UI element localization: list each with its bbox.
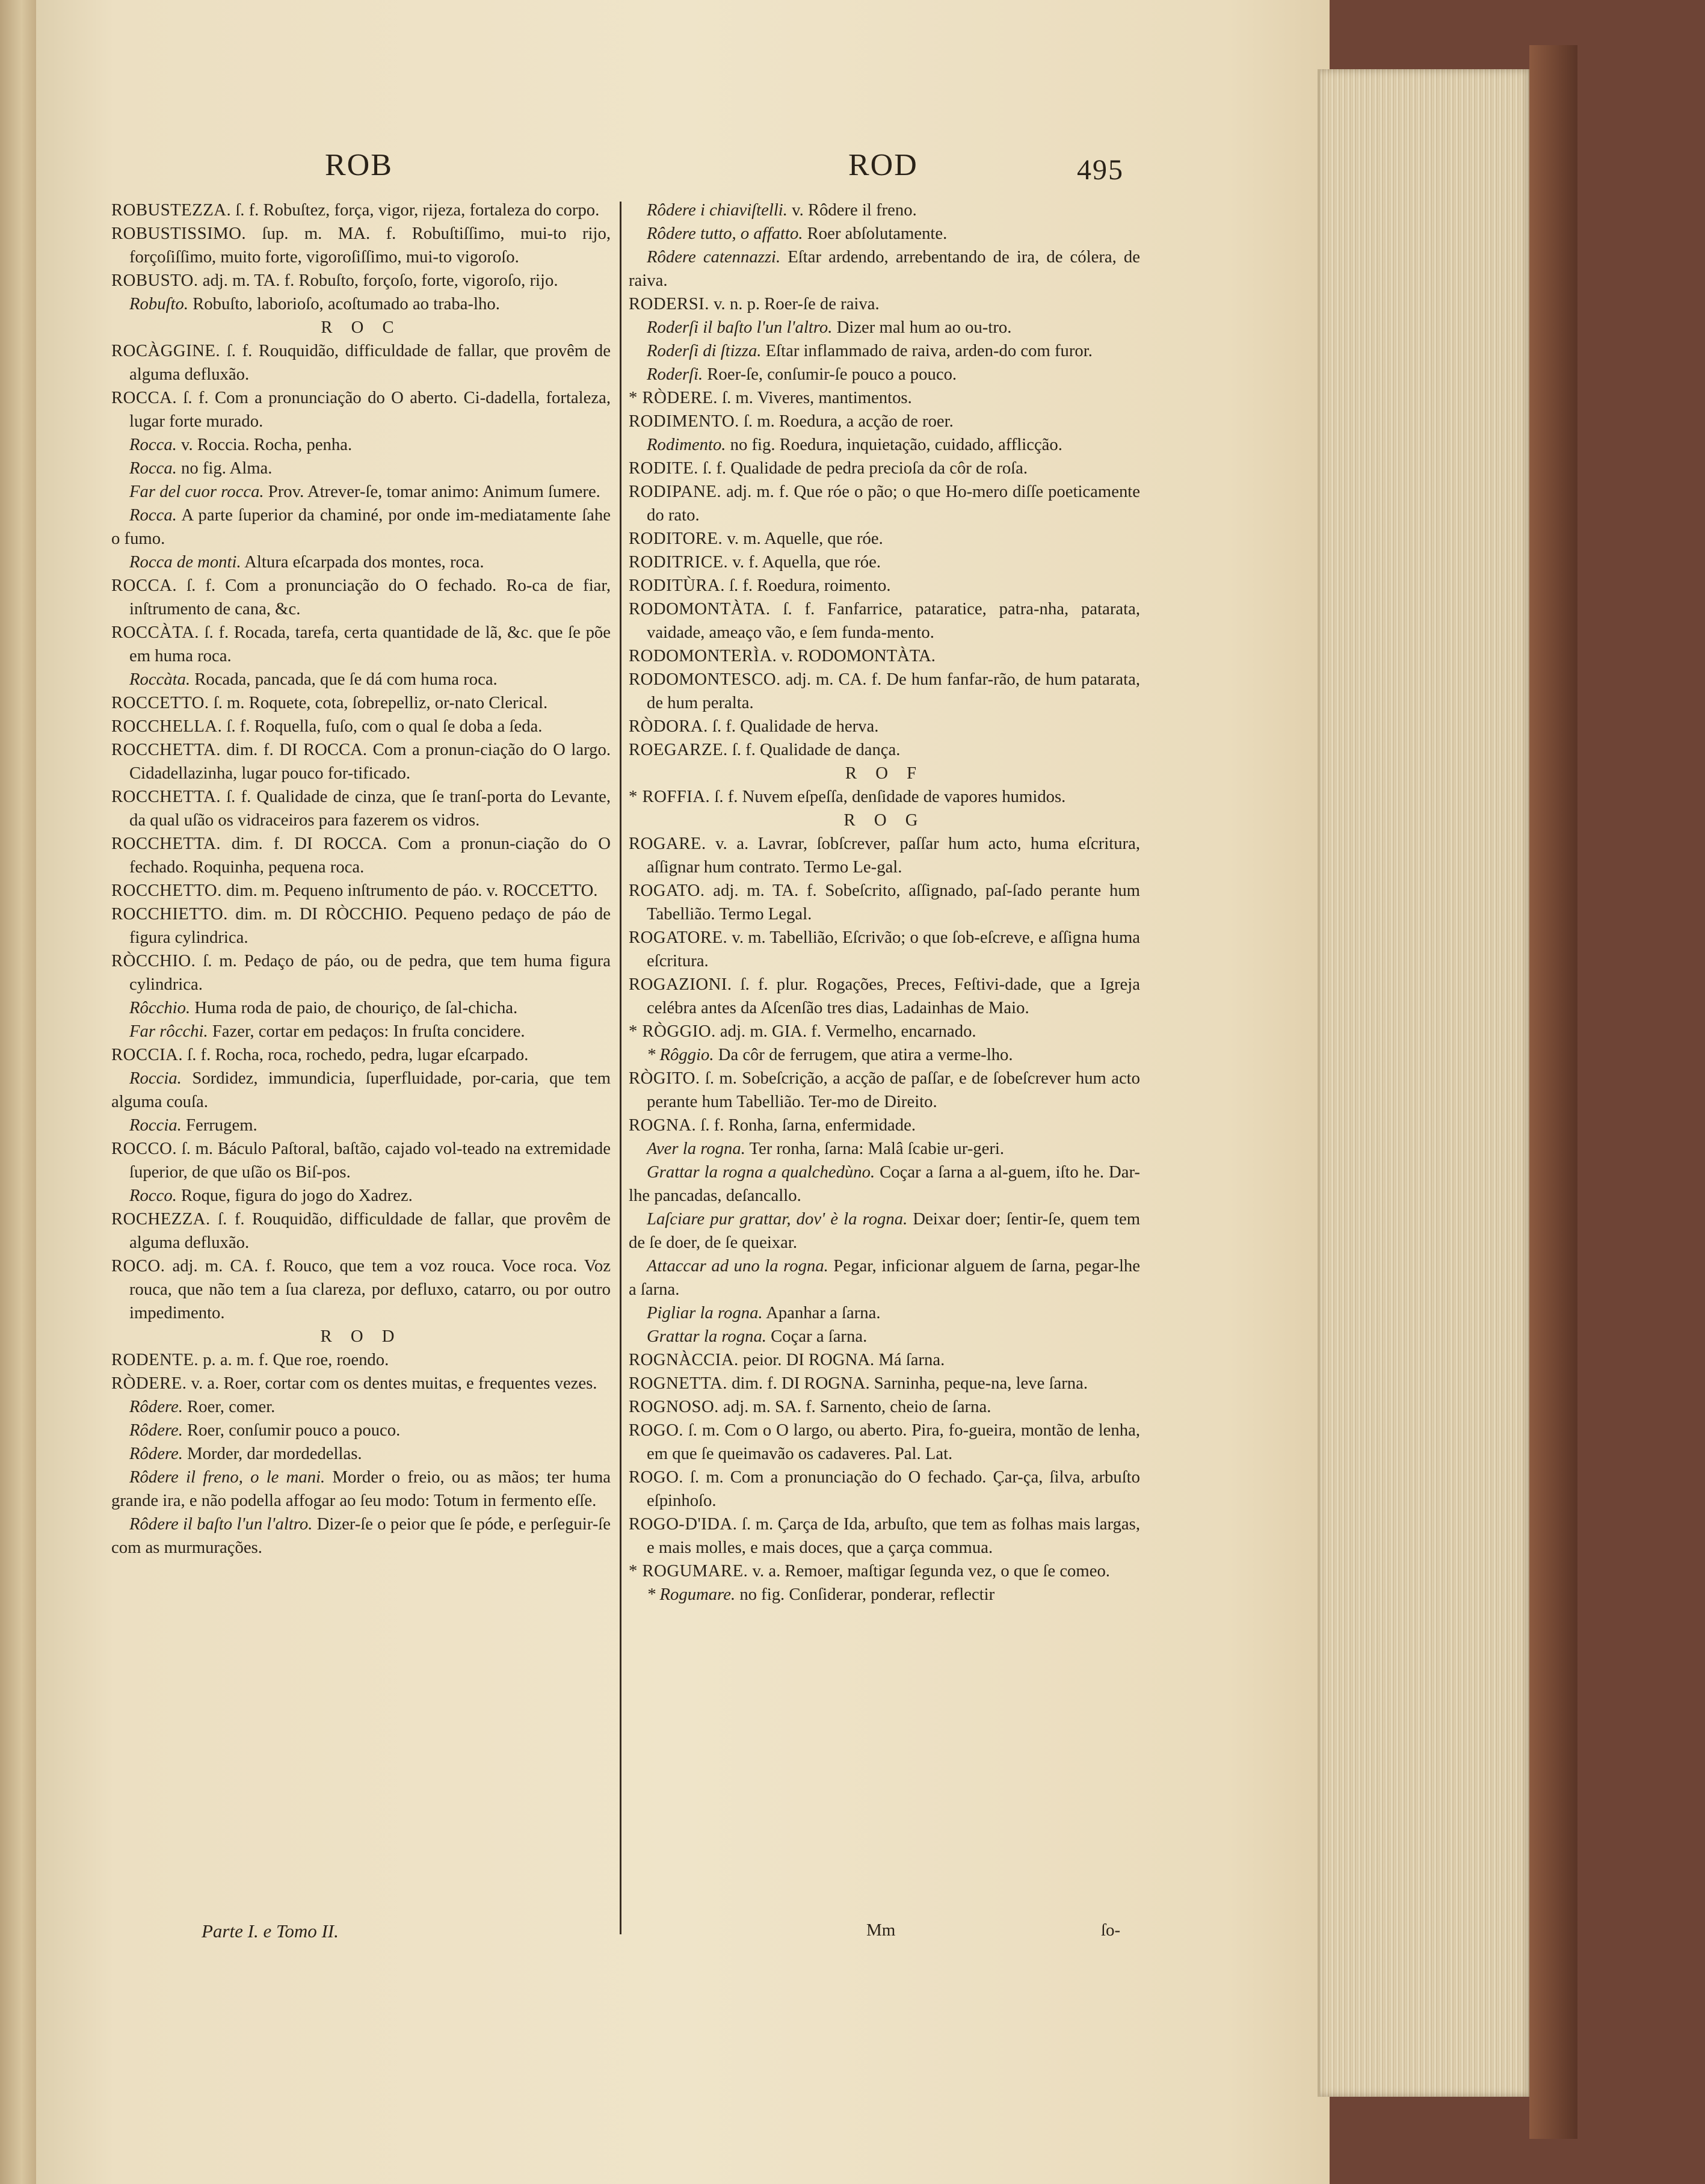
- entry-headword: ROCCA.: [111, 576, 177, 595]
- entry-italic-phrase: Aver la rogna.: [647, 1139, 745, 1158]
- entry-definition: adj. m. SA. f. Sarnento, cheio de ſarna.: [718, 1397, 991, 1416]
- sub-entry: [111, 457, 611, 480]
- entry-headword: ROBUSTO.: [111, 271, 199, 290]
- entry-definition: ſ. f. Ronha, ſarna, enfermidade.: [696, 1115, 916, 1135]
- entry-definition: adj. m. f. Que róe o pão; o que Ho-mero diſſe poeticamente do rato.: [647, 482, 1140, 525]
- entry-headword: ROCÀGGINE.: [111, 341, 221, 360]
- dictionary-entry: [629, 1466, 1140, 1513]
- sub-entry: [629, 222, 1140, 245]
- sub-entry: [111, 1114, 611, 1137]
- entry-definition: ſ. m. Roedura, a acção de roer.: [739, 412, 954, 431]
- entry-headword: * RÒGGIO.: [629, 1022, 716, 1041]
- entry-headword: ROCO.: [111, 1256, 165, 1276]
- entry-italic-phrase: Rodimento.: [647, 435, 726, 454]
- entry-italic-phrase: Rôdere tutto, o affatto.: [647, 224, 803, 243]
- dictionary-entry: [629, 386, 1140, 410]
- dictionary-entry: [629, 1513, 1140, 1559]
- entry-italic-phrase: Rôdere il freno, o le mani.: [129, 1467, 325, 1487]
- entry-italic-phrase: Attaccar ad uno la rogna.: [647, 1256, 828, 1276]
- dictionary-entry: [629, 973, 1140, 1020]
- sub-entry: [111, 292, 611, 316]
- entry-definition: ſ. f. Rocha, roca, rochedo, pedra, lugar eſcarpado.: [183, 1045, 529, 1064]
- entry-definition: peior. DI ROGNA. Má ſarna.: [738, 1350, 945, 1369]
- sub-entry: [629, 1254, 1140, 1301]
- book-cover-board: [1529, 45, 1577, 2139]
- entry-definition: Roer, conſumir pouco a pouco.: [182, 1421, 401, 1440]
- entry-headword: ROCCHETTA.: [111, 740, 221, 759]
- entry-italic-phrase: Rôdere.: [129, 1397, 183, 1416]
- dictionary-entry: [111, 715, 611, 738]
- entry-definition: ſ. m. Pedaço de páo, ou de pedra, que tem huma figura cylindrica.: [129, 951, 611, 994]
- sub-entry: [111, 1442, 611, 1466]
- entry-definition: dim. f. DI ROCCA. Com a pronun-ciação do O largo. Cidadellazinha, lugar pouco for-tificado.: [129, 740, 611, 783]
- entry-headword: ROBUSTISSIMO.: [111, 224, 247, 243]
- entry-headword: RODOMONTÀTA.: [629, 599, 771, 618]
- entry-headword: * ROFFIA.: [629, 787, 711, 806]
- entry-definition: v. a. Roer, cortar com os dentes muitas, e frequentes vezes.: [187, 1374, 597, 1393]
- entry-definition: adj. m. CA. f. De hum fanfar-rão, de hum patarata, de hum peralta.: [647, 670, 1140, 712]
- entry-definition: Rocada, pancada, que ſe dá com huma roca.: [190, 670, 498, 689]
- entry-italic-phrase: Roderſi il baſto l'un l'altro.: [647, 318, 833, 337]
- entry-definition: ſ. m. Com a pronunciação do O fechado. Çar-ça, ſilva, arbuſto eſpinhoſo.: [647, 1467, 1140, 1510]
- entry-definition: ſ. f. Qualidade de herva.: [708, 717, 879, 736]
- dictionary-entry: [629, 480, 1140, 527]
- entry-definition: Dizer mal hum ao ou-tro.: [832, 318, 1012, 337]
- entry-headword: ROGO.: [629, 1421, 683, 1440]
- entry-definition: v. n. p. Roer-ſe de raiva.: [709, 294, 880, 313]
- entry-headword: RÒGITO.: [629, 1069, 700, 1088]
- entry-headword: ROCCO.: [111, 1139, 177, 1158]
- entry-italic-phrase: Rôdere catennazzi.: [647, 247, 781, 267]
- dictionary-entry: [629, 1114, 1140, 1137]
- dictionary-entry: [111, 832, 611, 879]
- entry-definition: Ter ronha, ſarna: Malâ ſcabie ur-geri.: [745, 1139, 1005, 1158]
- dictionary-entry: [111, 1348, 611, 1372]
- entry-definition: v. m. Aquelle, que róe.: [723, 529, 883, 548]
- page-block-edges: [1318, 69, 1532, 2097]
- entry-definition: ſ. m. Roquete, cota, ſobrepelliz, or-nato Clerical.: [209, 693, 548, 712]
- entry-definition: v. f. Aquella, que róe.: [728, 552, 881, 572]
- entry-italic-phrase: Rocca.: [129, 458, 177, 478]
- entry-definition: ſup. m. MA. f. Robuſtiſſimo, mui-to rijo, forçoſiſſimo, muito forte, vigoroſiſſimo, mui-to vigoroſo.: [129, 224, 611, 267]
- entry-headword: * RÒDERE.: [629, 388, 718, 407]
- entry-headword: ROGARE.: [629, 834, 706, 853]
- dictionary-entry: [629, 1020, 1140, 1043]
- dictionary-entry: [629, 597, 1140, 644]
- entry-italic-phrase: Roderſi di ſtizza.: [647, 341, 762, 360]
- dictionary-entry: [629, 574, 1140, 597]
- entry-definition: p. a. m. f. Que roe, roendo.: [199, 1350, 389, 1369]
- entry-definition: ſ. f. Com a pronunciação do O aberto. Ci-dadella, fortaleza, lugar forte murado.: [129, 388, 611, 431]
- sub-entry: [629, 1583, 1140, 1606]
- sub-entry: [111, 1184, 611, 1208]
- entry-headword: ROGNA.: [629, 1115, 697, 1135]
- entry-italic-phrase: Roccia.: [129, 1069, 182, 1088]
- entry-definition: ſ. f. Com a pronunciação do O fechado. Ro-ca de fiar, inſtrumento de cana, &c.: [129, 576, 611, 618]
- dictionary-entry: [111, 1137, 611, 1184]
- entry-headword: ROCCA.: [111, 388, 177, 407]
- entry-headword: ROCCHETTA.: [111, 834, 221, 853]
- running-head-center: ROD: [848, 148, 918, 182]
- dictionary-entry: [629, 410, 1140, 433]
- entry-italic-phrase: Roccia.: [129, 1115, 182, 1135]
- entry-headword: ROCCHETTO.: [111, 881, 222, 900]
- entry-headword: ROGO-D'IDA.: [629, 1514, 738, 1534]
- entry-headword: ROGNETTA.: [629, 1374, 727, 1393]
- entry-definition: Da côr de ferrugem, que atira a verme-lho.: [714, 1045, 1013, 1064]
- sub-entry: [629, 433, 1140, 457]
- footer-volume-line: Parte I. e Tomo II.: [202, 1920, 339, 1942]
- entry-definition: Roque, figura do jogo do Xadrez.: [176, 1186, 413, 1205]
- sub-entry: [111, 1466, 611, 1513]
- dictionary-entry: [111, 222, 611, 269]
- sub-entry: [111, 1513, 611, 1559]
- dictionary-entry: [111, 1254, 611, 1325]
- dictionary-entry: [629, 1419, 1140, 1466]
- sub-entry: [629, 1325, 1140, 1348]
- sub-entry: [629, 1137, 1140, 1161]
- page-number: 495: [1077, 154, 1124, 186]
- sub-entry: [629, 199, 1140, 222]
- sub-entry: [629, 363, 1140, 386]
- entry-definition: Fazer, cortar em pedaços: In fruſta concidere.: [208, 1022, 525, 1041]
- entry-definition: Roer-ſe, conſumir-ſe pouco a pouco.: [703, 365, 957, 384]
- entry-definition: ſ. m. Viveres, mantimentos.: [717, 388, 912, 407]
- entry-headword: RODENTE.: [111, 1350, 199, 1369]
- entry-definition: ſ. f. Qualidade de pedra precioſa da côr de roſa.: [698, 458, 1028, 478]
- dictionary-entry: [629, 879, 1140, 926]
- entry-italic-phrase: Rôdere.: [129, 1421, 183, 1440]
- dictionary-entry: [629, 1067, 1140, 1114]
- dictionary-entry: [111, 1372, 611, 1395]
- dictionary-entry: [629, 926, 1140, 973]
- entry-italic-phrase: Rocca.: [129, 435, 177, 454]
- footer-catchword: ſo-: [1101, 1920, 1121, 1940]
- section-letter-heading: R O C: [321, 318, 401, 337]
- dictionary-entry: [629, 715, 1140, 738]
- dictionary-entry: [111, 199, 611, 222]
- entry-definition: Apanhar a ſarna.: [762, 1303, 881, 1322]
- entry-definition: adj. m. TA. f. Robuſto, forçoſo, forte, vigoroſo, rijo.: [198, 271, 558, 290]
- entry-headword: ROGATORE.: [629, 928, 728, 947]
- entry-italic-phrase: Rôdere i chiaviſtelli.: [647, 200, 788, 220]
- dictionary-entry: [629, 1348, 1140, 1372]
- entry-definition: ſ. f. Roedura, roimento.: [724, 576, 891, 595]
- sub-entry: [629, 1043, 1140, 1067]
- dictionary-entry: [111, 574, 611, 621]
- dictionary-entry: [111, 1043, 611, 1067]
- footer-signature-mark: Mm: [866, 1920, 896, 1940]
- entry-definition: Sordidez, immundicia, ſuperfluidade, por-caria, que tem alguma couſa.: [111, 1069, 611, 1111]
- entry-definition: v. a. Lavrar, ſobſcrever, paſſar hum acto, huma eſcritura, aſſignar hum contrato. Termo Le-gal.: [647, 834, 1140, 877]
- entry-headword: RODERSI.: [629, 294, 709, 313]
- section-letter-heading: R O G: [843, 810, 925, 830]
- entry-headword: ROCCHIETTO.: [111, 904, 228, 924]
- entry-headword: ROGNOSO.: [629, 1397, 719, 1416]
- dictionary-entry: [629, 832, 1140, 879]
- entry-headword: RÒDERE.: [111, 1374, 187, 1393]
- entry-definition: ſ. m. Sobeſcrição, a acção de paſſar, e de ſobeſcrever hum acto perante hum Tabellião. Ter-mo de Direito.: [647, 1069, 1140, 1111]
- entry-definition: Coçar a ſarna a al-guem, iſto he. Dar-lhe pancadas, deſancallo.: [629, 1162, 1140, 1205]
- section-letter-heading: R O F: [845, 763, 924, 783]
- dictionary-entry: [111, 691, 611, 715]
- entry-definition: v. RODOMONTÀTA.: [777, 646, 936, 665]
- entry-headword: RODOMONTESCO.: [629, 670, 781, 689]
- entry-definition: A parte ſuperior da chaminé, por onde im-mediatamente ſahe o fumo.: [111, 505, 611, 548]
- entry-italic-phrase: Rocco.: [129, 1186, 177, 1205]
- entry-definition: ſ. m. Báculo Paſtoral, baſtão, cajado vol-teado na extremidade ſuperior, de que uſão os Biſ-pos.: [129, 1139, 611, 1182]
- entry-definition: ſ. f. plur. Rogações, Preces, Feſtivi-dade, que a Igreja celébra antes da Aſcenſão tres dias, Ladainhas de Maio.: [647, 975, 1140, 1017]
- left-column: [111, 199, 611, 1559]
- entry-italic-phrase: * Rôggio.: [647, 1045, 714, 1064]
- entry-headword: ROCCHELLA.: [111, 717, 223, 736]
- entry-headword: ROCHEZZA.: [111, 1209, 211, 1229]
- dictionary-entry: [629, 457, 1140, 480]
- sub-entry: [111, 1020, 611, 1043]
- dictionary-entry: [111, 269, 611, 292]
- entry-definition: adj. m. GIA. f. Vermelho, encarnado.: [715, 1022, 976, 1041]
- entry-headword: ROCCÀTA.: [111, 623, 199, 642]
- sub-entry: [629, 339, 1140, 363]
- dictionary-entry: [111, 879, 611, 902]
- entry-italic-phrase: Rôdere.: [129, 1444, 183, 1463]
- sub-entry: [629, 245, 1140, 292]
- entry-headword: ROCCHETTA.: [111, 787, 221, 806]
- entry-headword: ROGAZIONI.: [629, 975, 732, 994]
- entry-definition: ſ. f. Fanfarrice, pataratice, patra-nha, patarata, vaidade, ameaço vão, e ſem funda-mento.: [647, 599, 1140, 642]
- sub-entry: [111, 504, 611, 551]
- dictionary-entry: [629, 551, 1140, 574]
- entry-definition: dim. f. DI ROCCA. Com a pronun-ciação do O fechado. Roquinha, pequena roca.: [129, 834, 611, 877]
- entry-definition: v. a. Remoer, maſtigar ſegunda vez, o que ſe comeo.: [748, 1561, 1110, 1581]
- entry-headword: ROGATO.: [629, 881, 705, 900]
- entry-definition: Robuſto, laborioſo, acoſtumado ao traba-lho.: [188, 294, 500, 313]
- entry-definition: Prov. Atrever-ſe, tomar animo: Animum ſumere.: [264, 482, 600, 501]
- entry-definition: ſ. m. Çarça de Ida, arbuſto, que tem as folhas mais largas, e mais molles, e mais doces, que a çarça commua.: [647, 1514, 1140, 1557]
- entry-italic-phrase: Grattar la rogna.: [647, 1327, 766, 1346]
- dictionary-entry: [111, 738, 611, 785]
- entry-definition: Coçar a ſarna.: [766, 1327, 868, 1346]
- entry-headword: ROCCIA.: [111, 1045, 183, 1064]
- entry-definition: Roer, comer.: [182, 1397, 276, 1416]
- entry-definition: Altura eſcarpada dos montes, roca.: [241, 552, 484, 572]
- dictionary-entry: [629, 1559, 1140, 1583]
- entry-headword: RÒCCHIO.: [111, 951, 196, 970]
- entry-definition: v. Rôdere il freno.: [787, 200, 917, 220]
- entry-italic-phrase: Laſciare pur grattar, dov' è la rogna.: [647, 1209, 908, 1229]
- entry-italic-phrase: Grattar la rogna a qualchedùno.: [647, 1162, 875, 1182]
- entry-headword: ROCCETTO.: [111, 693, 209, 712]
- dictionary-entry: [111, 621, 611, 668]
- dictionary-entry: [111, 1208, 611, 1254]
- entry-definition: v. Roccia. Rocha, penha.: [176, 435, 353, 454]
- entry-headword: ROBUSTEZZA.: [111, 200, 232, 220]
- dictionary-entry: [629, 292, 1140, 316]
- entry-definition: ſ. f. Rocada, tarefa, certa quantidade de lã, &c. que ſe põe em huma roca.: [129, 623, 611, 665]
- entry-definition: ſ. f. Qualidade de dança.: [727, 740, 901, 759]
- entry-headword: RODITÙRA.: [629, 576, 725, 595]
- entry-headword: ROGO.: [629, 1467, 683, 1487]
- sub-entry: [111, 668, 611, 691]
- entry-definition: Dizer-ſe o peior que ſe póde, e perſeguir-ſe com as murmurações.: [111, 1514, 611, 1557]
- entry-definition: dim. m. DI RÒCCHIO. Pequeno pedaço de páo de figura cylindrica.: [129, 904, 611, 947]
- entry-italic-phrase: Roccàta.: [129, 670, 191, 689]
- entry-headword: ROEGARZE.: [629, 740, 728, 759]
- entry-definition: dim. m. Pequeno inſtrumento de páo. v. ROCCETTO.: [221, 881, 598, 900]
- dictionary-entry: [111, 785, 611, 832]
- column-divider: [620, 202, 621, 1934]
- sub-entry: [111, 551, 611, 574]
- previous-page-gutter: [0, 0, 38, 2184]
- dictionary-entry: [111, 386, 611, 433]
- dictionary-entry: [111, 902, 611, 949]
- entry-headword: RODIMENTO.: [629, 412, 739, 431]
- sub-entry: [111, 1395, 611, 1419]
- entry-definition: Ferrugem.: [181, 1115, 257, 1135]
- entry-headword: * ROGUMARE.: [629, 1561, 748, 1581]
- entry-italic-phrase: Pigliar la rogna.: [647, 1303, 763, 1322]
- sub-entry: [111, 1419, 611, 1442]
- entry-definition: adj. m. TA. f. Sobeſcrito, aſſignado, paſ-ſado perante hum Tabellião. Termo Legal.: [647, 881, 1140, 924]
- entry-definition: ſ. f. Nuvem eſpeſſa, denſidade de vapores humidos.: [710, 787, 1066, 806]
- entry-definition: no fig. Roedura, inquietação, cuidado, afflicção.: [726, 435, 1062, 454]
- entry-italic-phrase: * Rogumare.: [647, 1585, 736, 1604]
- entry-definition: ſ. f. Roquella, fuſo, com o qual ſe doba a ſeda.: [222, 717, 543, 736]
- running-head-left: ROB: [325, 148, 393, 182]
- dictionary-entry: [629, 785, 1140, 809]
- entry-definition: ſ. m. Com o O largo, ou aberto. Pira, fo-gueira, montão de lenha, em que ſe queimavão os cadaveres. Pal. Lat.: [647, 1421, 1140, 1463]
- entry-italic-phrase: Rocca.: [129, 505, 177, 525]
- sub-entry: [111, 480, 611, 504]
- sub-entry: [111, 433, 611, 457]
- entry-headword: RODITE.: [629, 458, 698, 478]
- entry-definition: no fig. Conſiderar, ponderar, reflectir: [735, 1585, 995, 1604]
- entry-definition: ſ. f. Rouquidão, difficuldade de fallar, que provêm de alguma defluxão.: [129, 1209, 611, 1252]
- sub-entry: [111, 996, 611, 1020]
- entry-definition: Eſtar inflammado de raiva, arden-do com furor.: [761, 341, 1093, 360]
- entry-definition: dim. f. DI ROGNA. Sarninha, peque-na, leve ſarna.: [727, 1374, 1088, 1393]
- entry-italic-phrase: Rocca de monti.: [129, 552, 241, 572]
- entry-italic-phrase: Far rôcchi.: [129, 1022, 208, 1041]
- sub-entry: [629, 1301, 1140, 1325]
- entry-definition: Morder o freio, ou as mãos; ter huma grande ira, e não podella affogar ao ſeu modo: Totum in fermento eſſe.: [111, 1467, 611, 1510]
- entry-headword: RODITRICE.: [629, 552, 729, 572]
- entry-definition: Morder, dar mordedellas.: [182, 1444, 362, 1463]
- right-column: [629, 199, 1140, 1606]
- entry-definition: Huma roda de paio, de chouriço, de ſal-chicha.: [190, 998, 518, 1017]
- entry-headword: RODOMONTERÌA.: [629, 646, 777, 665]
- entry-definition: ſ. f. Qualidade de cinza, que ſe tranſ-porta do Levante, da qual uſão os vidraceiros para fazerem os vidros.: [129, 787, 611, 830]
- entry-definition: Eſtar ardendo, arrebentando de ira, de cólera, de raiva.: [629, 247, 1140, 290]
- sub-entry: [629, 1161, 1140, 1208]
- entry-italic-phrase: Rôcchio.: [129, 998, 191, 1017]
- entry-headword: RÒDORA.: [629, 717, 708, 736]
- entry-definition: ſ. f. Robuſtez, força, vigor, rijeza, fortaleza do corpo.: [231, 200, 600, 220]
- dictionary-entry: [629, 1395, 1140, 1419]
- sub-entry: [629, 1208, 1140, 1254]
- section-letter-heading: R O D: [320, 1327, 402, 1346]
- entry-definition: no fig. Alma.: [176, 458, 273, 478]
- entry-definition: adj. m. CA. f. Rouco, que tem a voz rouca. Voce roca. Voz rouca, que não tem a ſua clareza, por defluxo, catarro, ou por outro impedimento.: [129, 1256, 611, 1322]
- sub-entry: [111, 1067, 611, 1114]
- dictionary-entry: [629, 738, 1140, 762]
- dictionary-entry: [629, 527, 1140, 551]
- entry-definition: ſ. f. Rouquidão, difficuldade de fallar, que provêm de alguma defluxão.: [129, 341, 611, 384]
- entry-italic-phrase: Rôdere il baſto l'un l'altro.: [129, 1514, 313, 1534]
- entry-italic-phrase: Far del cuor rocca.: [129, 482, 264, 501]
- dictionary-entry: [629, 668, 1140, 715]
- dictionary-entry: [629, 644, 1140, 668]
- entry-italic-phrase: Roderſi.: [647, 365, 703, 384]
- entry-definition: v. m. Tabellião, Eſcrivão; o que ſob-eſcreve, e aſſigna huma eſcritura.: [647, 928, 1140, 970]
- dictionary-entry: [629, 1372, 1140, 1395]
- entry-definition: Deixar doer; ſentir-ſe, quem tem de ſe doer, de ſe queixar.: [629, 1209, 1141, 1252]
- sub-entry: [629, 316, 1140, 339]
- dictionary-entry: [111, 949, 611, 996]
- dictionary-entry: [111, 339, 611, 386]
- entry-definition: Roer abſolutamente.: [803, 224, 948, 243]
- entry-headword: RODITORE.: [629, 529, 723, 548]
- entry-headword: RODIPANE.: [629, 482, 722, 501]
- entry-headword: ROGNÀCCIA.: [629, 1350, 739, 1369]
- entry-italic-phrase: Robuſto.: [129, 294, 189, 313]
- entry-definition: Pegar, inficionar alguem de ſarna, pegar-lhe a ſarna.: [629, 1256, 1141, 1299]
